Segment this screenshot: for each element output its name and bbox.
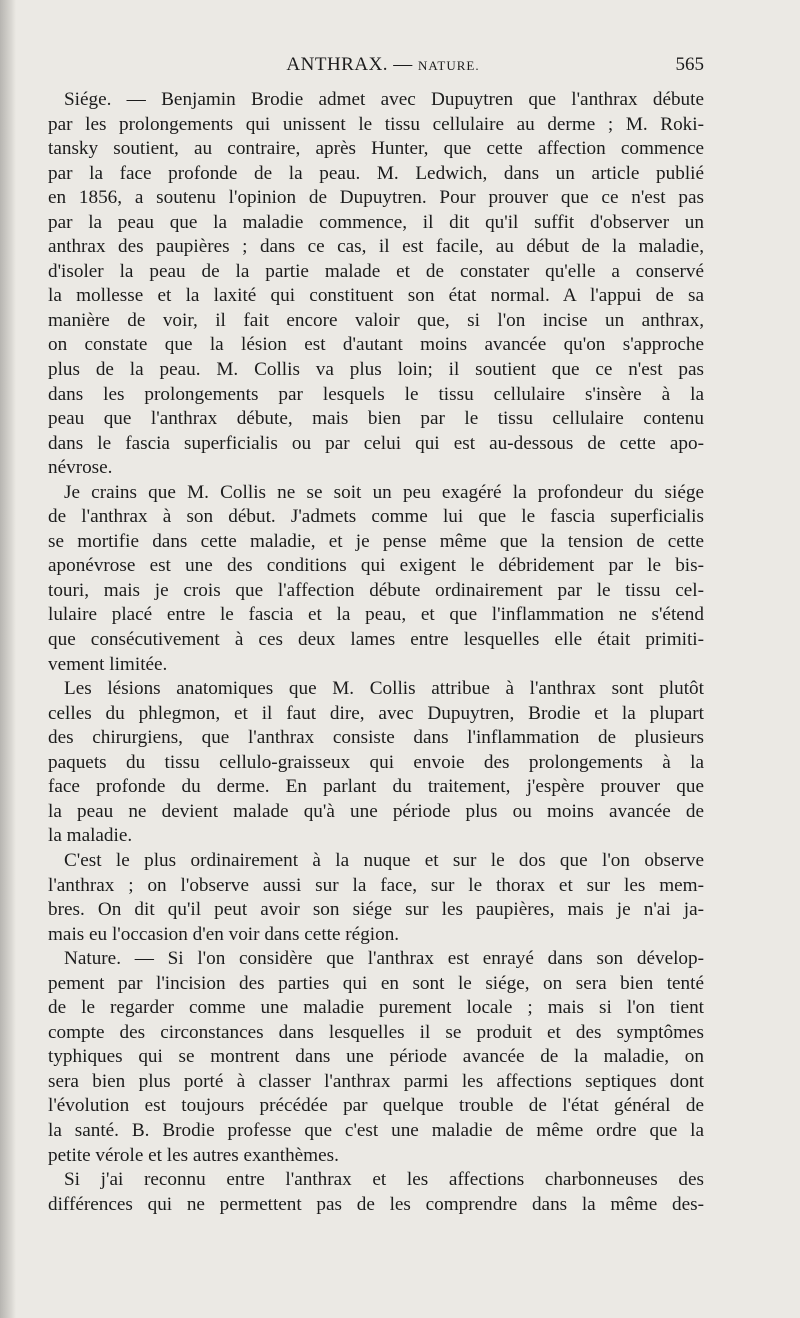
body-text (48, 88, 704, 1217)
running-title-main: ANTHRAX. — (286, 54, 413, 75)
text-line: des chirurgiens, que l'anthrax consiste dans l'inflammation de plusieurs (48, 727, 704, 749)
text-line: lulaire placé entre le fascia et la peau, et que l'inflammation ne s'étend (48, 604, 704, 626)
text-line: d'isoler la peau de la partie malade et de constater qu'elle a conservé (48, 260, 704, 282)
text-line: aponévrose est une des conditions qui exigent le débridement par le bis- (48, 555, 704, 577)
page-edge-shadow (0, 0, 16, 1318)
text-line: névrose. (48, 457, 113, 479)
text-line: par la peau que la maladie commence, il dit qu'il suffit d'observer un (48, 211, 704, 233)
text-line: que consécutivement à ces deux lames entre lesquelles elle était primiti- (48, 629, 704, 651)
text-line: paquets du tissu cellulo-graisseux qui envoie des prolongements à la (48, 751, 704, 773)
text-line: sera bien plus porté à classer l'anthrax parmi les affections septiques dont (48, 1070, 704, 1092)
text-line: celles du phlegmon, et il faut dire, avec Dupuytren, Brodie et la plupart (48, 702, 704, 724)
text-line: typhiques qui se montrent dans une période avancée de la maladie, on (48, 1046, 704, 1068)
text-line: C'est le plus ordinairement à la nuque et sur le dos que l'on observe (64, 849, 704, 871)
text-line: l'anthrax ; on l'observe aussi sur la face, sur le thorax et sur les mem- (48, 874, 704, 896)
text-line: peau que l'anthrax débute, mais bien par le tissu cellulaire contenu (48, 408, 704, 430)
text-line: Si j'ai reconnu entre l'anthrax et les affections charbonneuses des (64, 1169, 704, 1191)
text-line: Nature. — Si l'on considère que l'anthrax est enrayé dans son dévelop- (64, 948, 704, 970)
text-line: la maladie. (48, 825, 133, 847)
text-line: par la face profonde de la peau. M. Ledwich, dans un article publié (48, 162, 704, 184)
text-line: mais eu l'occasion d'en voir dans cette région. (48, 923, 400, 945)
text-line: la santé. B. Brodie professe que c'est une maladie de même ordre que la (48, 1119, 704, 1141)
text-line: touri, mais je crois que l'affection débute ordinairement par le tissu cel- (48, 579, 704, 601)
text-line: Siége. — Benjamin Brodie admet avec Dupuytren que l'anthrax débute (64, 89, 704, 110)
running-title (62, 54, 704, 76)
text-line: face profonde du derme. En parlant du traitement, j'espère prouver que (48, 776, 704, 798)
text-line: l'évolution est toujours précédée par quelque trouble de l'état général de (48, 1095, 704, 1117)
text-line: compte des circonstances dans lesquelles il se produit et des symptômes (48, 1021, 704, 1043)
text-line: tansky soutient, au contraire, après Hunter, que cette affection commence (48, 138, 704, 160)
text-line: en 1856, a soutenu l'opinion de Dupuytren. Pour prouver que ce n'est pas (48, 187, 704, 209)
text-line: on constate que la lésion est d'autant moins avancée qu'on s'approche (48, 334, 704, 356)
text-line: dans les prolongements par lesquels le tissu cellulaire s'insère à la (48, 383, 704, 405)
text-line: de le regarder comme une maladie purement locale ; mais si l'on tient (48, 997, 704, 1019)
page-number: 565 (675, 54, 704, 75)
text-line: manière de voir, il fait encore valoir que, si l'on incise un anthrax, (48, 309, 704, 331)
running-header (62, 54, 704, 84)
text-line: par les prolongements qui unissent le tissu cellulaire au derme ; M. Roki- (48, 113, 704, 135)
text-line: Les lésions anatomiques que M. Collis attribue à l'anthrax sont plutôt (64, 678, 704, 700)
text-line: se mortifie dans cette maladie, et je pense même que la tension de cette (48, 530, 704, 552)
text-line: Je crains que M. Collis ne se soit un peu exagéré la profondeur du siége (64, 481, 704, 503)
text-line: anthrax des paupières ; dans ce cas, il est facile, au début de la maladie, (48, 236, 704, 258)
text-line: pement par l'incision des parties qui en sont le siége, on sera bien tenté (48, 972, 704, 994)
text-line: plus de la peau. M. Collis va plus loin; il soutient que ce n'est pas (48, 359, 704, 381)
text-line: petite vérole et les autres exanthèmes. (48, 1144, 339, 1166)
text-line: différences qui ne permettent pas de les comprendre dans la même des- (48, 1193, 704, 1215)
text-line: la mollesse et la laxité qui constituent son état normal. A l'appui de sa (48, 285, 704, 307)
text-line: de l'anthrax à son début. J'admets comme lui que le fascia superficialis (48, 506, 704, 528)
text-line: bres. On dit qu'il peut avoir son siége sur les paupières, mais je n'ai ja- (48, 899, 704, 921)
text-line: la peau ne devient malade qu'à une période plus ou moins avancée de (48, 800, 704, 822)
text-line: dans le fascia superficialis ou par celui qui est au-dessous de cette apo- (48, 432, 704, 454)
running-title-section: NATURE. (418, 58, 480, 73)
text-line: vement limitée. (48, 653, 168, 675)
